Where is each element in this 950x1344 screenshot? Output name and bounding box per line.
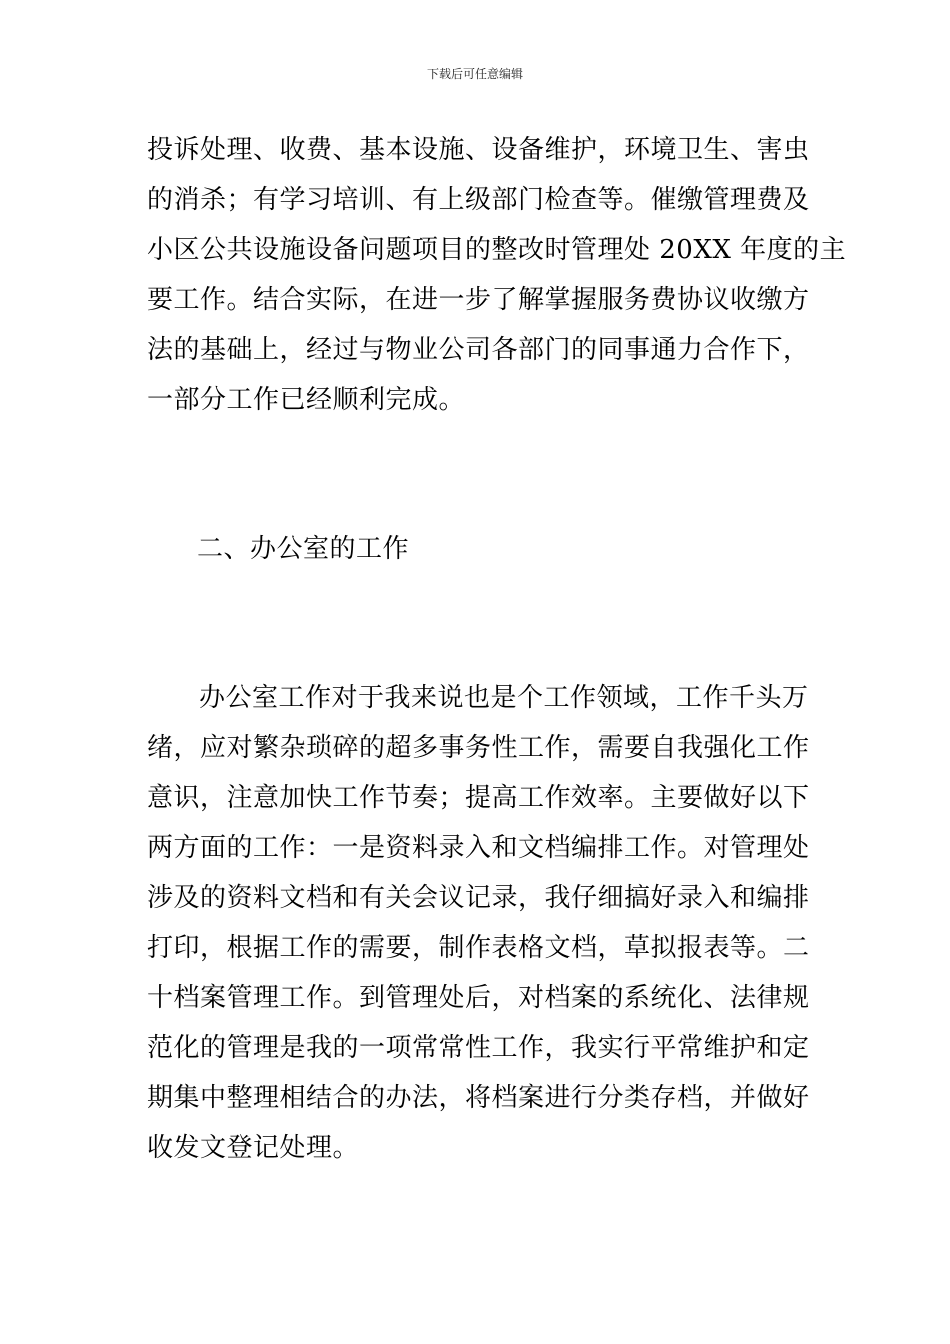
paragraph-line: 打印，根据工作的需要，制作表格文档，草拟报表等。二 xyxy=(147,933,810,963)
paragraph-line: 要工作。结合实际，在进一步了解掌握服务费协议收缴方 xyxy=(147,285,810,315)
paragraph-line: 意识，注意加快工作节奏；提高工作效率。主要做好以下 xyxy=(147,783,810,813)
paragraph-line: 两方面的工作：一是资料录入和文档编排工作。对管理处 xyxy=(147,833,810,863)
paragraph-line: 范化的管理是我的一项常常性工作，我实行平常维护和定 xyxy=(147,1033,810,1063)
paragraph-line: 投诉处理、收费、基本设施、设备维护，环境卫生、害虫 xyxy=(147,135,810,165)
paragraph-line: 小区公共设施设备问题项目的整改时管理处 20XX 年度的主 xyxy=(147,235,847,265)
paragraph-line: 法的基础上，经过与物业公司各部门的同事通力合作下， xyxy=(147,335,810,365)
paragraph-line: 绪，应对繁杂琐碎的超多事务性工作，需要自我强化工作 xyxy=(147,733,810,763)
paragraph-line: 十档案管理工作。到管理处后，对档案的系统化、法律规 xyxy=(147,983,810,1013)
paragraph-line: 收发文登记处理。 xyxy=(147,1133,360,1163)
paragraph-line: 的消杀；有学习培训、有上级部门检查等。催缴管理费及 xyxy=(147,185,810,215)
paragraph-line: 期集中整理相结合的办法，将档案进行分类存档，并做好 xyxy=(147,1083,810,1113)
page-header-note: 下载后可任意编辑 xyxy=(426,67,523,81)
section-heading: 二、办公室的工作 xyxy=(197,534,410,564)
paragraph-2 xyxy=(147,673,810,1173)
paragraph-1 xyxy=(147,125,847,425)
paragraph-line: 一部分工作已经顺利完成。 xyxy=(147,385,466,415)
paragraph-line: 办公室工作对于我来说也是个工作领域，工作千头万 xyxy=(199,683,809,713)
paragraph-line: 涉及的资料文档和有关会议记录，我仔细搞好录入和编排 xyxy=(147,883,810,913)
